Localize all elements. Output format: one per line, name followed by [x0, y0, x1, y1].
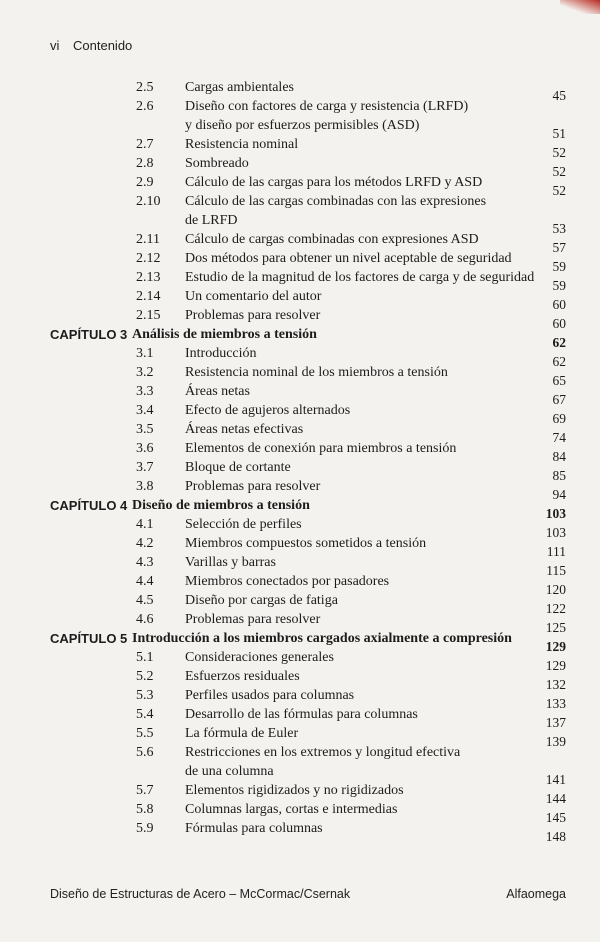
toc-entry[interactable]	[0, 686, 600, 711]
chapter-label: CAPÍTULO 4	[50, 498, 128, 513]
section-number: 2.12	[136, 251, 161, 266]
chapter-title: Introducción a los miembros cargados axialmente a compresión	[132, 631, 512, 646]
toc-entry[interactable]	[0, 724, 600, 749]
section-title: Diseño por cargas de fatiga	[185, 593, 338, 608]
section-title: Selección de perfiles	[185, 517, 302, 532]
running-footer	[50, 887, 566, 901]
page-number: 62	[552, 354, 566, 369]
section-number: 3.3	[136, 384, 154, 399]
toc-entry[interactable]	[0, 648, 600, 673]
section-title: Diseño con factores de carga y resistencia (LRFD)	[185, 99, 469, 114]
page-number: 120	[545, 582, 566, 597]
page-number: 129	[545, 658, 566, 673]
section-title: Efecto de agujeros alternados	[185, 403, 351, 418]
section-title: Columnas largas, cortas e intermedias	[185, 802, 398, 817]
section-number: 5.5	[136, 726, 154, 741]
page-number: 60	[552, 316, 566, 331]
section-title: de LRFD	[185, 213, 238, 228]
section-number: 3.1	[136, 346, 154, 361]
toc-entry[interactable]	[0, 97, 600, 116]
section-number: 3.4	[136, 403, 154, 418]
section-title: Un comentario del autor	[185, 289, 322, 304]
toc-entry[interactable]	[0, 439, 600, 464]
section-title: Miembros conectados por pasadores	[185, 574, 390, 589]
toc-entry[interactable]	[0, 344, 600, 369]
section-title: Cargas ambientales	[185, 80, 294, 95]
section-number: 3.6	[136, 441, 154, 456]
section-title: Problemas para resolver	[185, 308, 321, 323]
section-number: 5.6	[136, 745, 154, 760]
header-title: Contenido	[73, 38, 133, 53]
page-number: 137	[545, 715, 566, 730]
page-number: 125	[545, 620, 566, 635]
toc-entry[interactable]	[0, 705, 600, 730]
section-title: Problemas para resolver	[185, 479, 321, 494]
page-number: 45	[552, 88, 566, 103]
toc-entry[interactable]	[0, 591, 600, 616]
toc-entry[interactable]	[0, 743, 600, 762]
toc-entry[interactable]	[0, 477, 600, 502]
page-number: 59	[552, 259, 566, 274]
section-title: Áreas netas	[185, 384, 250, 399]
page-number: 141	[545, 772, 566, 787]
page-number: 84	[552, 449, 566, 464]
section-number: 4.1	[136, 517, 154, 532]
toc-entry[interactable]	[0, 781, 600, 806]
section-title: Dos métodos para obtener un nivel aceptable de seguridad	[185, 251, 512, 266]
toc-entry[interactable]	[0, 287, 600, 312]
toc-entry[interactable]	[0, 458, 600, 483]
page-number: 57	[552, 240, 566, 255]
section-title: Resistencia nominal de los miembros a tensión	[185, 365, 448, 380]
page-number: 69	[552, 411, 566, 426]
section-title: Sombreado	[185, 156, 249, 171]
page-number: 103	[545, 525, 566, 540]
section-number: 2.7	[136, 137, 154, 152]
section-title: Elementos rigidizados y no rigidizados	[185, 783, 404, 798]
page-number: 62	[552, 335, 566, 350]
toc-entry[interactable]	[0, 382, 600, 407]
page-number: 133	[545, 696, 566, 711]
section-title: Introducción	[185, 346, 257, 361]
toc-entry[interactable]	[0, 211, 600, 236]
section-number: 2.9	[136, 175, 154, 190]
page-number: 129	[545, 639, 566, 654]
page-number: 53	[552, 221, 566, 236]
section-number: 5.2	[136, 669, 154, 684]
section-number: 4.3	[136, 555, 154, 570]
section-title: Desarrollo de las fórmulas para columnas	[185, 707, 418, 722]
page-number: 103	[545, 506, 566, 521]
chapter-title: Diseño de miembros a tensión	[132, 498, 310, 513]
chapter-row[interactable]	[0, 325, 600, 350]
section-number: 5.7	[136, 783, 154, 798]
toc-entry[interactable]	[0, 116, 600, 141]
section-number: 3.2	[136, 365, 154, 380]
chapter-row[interactable]	[0, 629, 600, 654]
page-number: 144	[545, 791, 566, 806]
chapter-title: Análisis de miembros a tensión	[132, 327, 317, 342]
toc-entry[interactable]	[0, 534, 600, 559]
toc-entry[interactable]	[0, 572, 600, 597]
page-number: 122	[545, 601, 566, 616]
section-title: Cálculo de las cargas combinadas con las expresiones	[185, 194, 487, 209]
toc-entry[interactable]	[0, 401, 600, 426]
toc-entry[interactable]	[0, 420, 600, 445]
toc-entry[interactable]	[0, 363, 600, 388]
section-number: 2.13	[136, 270, 161, 285]
header-page-number: vi	[50, 38, 60, 53]
page-number: 52	[552, 145, 566, 160]
toc-entry[interactable]	[0, 515, 600, 540]
page-number: 94	[552, 487, 566, 502]
chapter-label: CAPÍTULO 3	[50, 327, 128, 342]
toc-entry[interactable]	[0, 135, 600, 160]
page-number: 139	[545, 734, 566, 749]
section-number: 4.4	[136, 574, 154, 589]
page-number: 51	[552, 126, 566, 141]
page-number: 111	[546, 544, 566, 559]
page-number: 132	[545, 677, 566, 692]
footer-publisher: Alfaomega	[506, 887, 566, 901]
section-title: y diseño por esfuerzos permisibles (ASD)	[185, 118, 420, 133]
page-corner-mark	[560, 0, 600, 14]
section-title: La fórmula de Euler	[185, 726, 299, 741]
section-number: 3.5	[136, 422, 154, 437]
chapter-label: CAPÍTULO 5	[50, 631, 128, 646]
section-title: Fórmulas para columnas	[185, 821, 323, 836]
table-of-contents	[0, 78, 600, 844]
section-title: Problemas para resolver	[185, 612, 321, 627]
section-title: Restricciones en los extremos y longitud efectiva	[185, 745, 461, 760]
section-number: 5.1	[136, 650, 154, 665]
toc-entry[interactable]	[0, 306, 600, 331]
toc-entry[interactable]	[0, 667, 600, 692]
section-number: 2.10	[136, 194, 161, 209]
section-title: Cálculo de cargas combinadas con expresiones ASD	[185, 232, 479, 247]
page-number: 85	[552, 468, 566, 483]
toc-entry[interactable]	[0, 800, 600, 825]
page-number: 65	[552, 373, 566, 388]
section-number: 4.5	[136, 593, 154, 608]
section-number: 3.8	[136, 479, 154, 494]
toc-entry[interactable]	[0, 230, 600, 255]
section-title: Varillas y barras	[185, 555, 276, 570]
section-number: 4.2	[136, 536, 154, 551]
page-number: 74	[552, 430, 566, 445]
chapter-row[interactable]	[0, 496, 600, 521]
toc-entry[interactable]	[0, 610, 600, 635]
section-number: 3.7	[136, 460, 154, 475]
section-title: Esfuerzos residuales	[185, 669, 300, 684]
page-number: 59	[552, 278, 566, 293]
page-number: 52	[552, 183, 566, 198]
running-header	[50, 38, 132, 53]
section-title: Áreas netas efectivas	[185, 422, 304, 437]
section-title: Elementos de conexión para miembros a tensión	[185, 441, 457, 456]
toc-entry[interactable]	[0, 78, 600, 103]
section-number: 2.8	[136, 156, 154, 171]
page-number: 52	[552, 164, 566, 179]
toc-entry[interactable]	[0, 819, 600, 844]
section-title: Cálculo de las cargas para los métodos LRFD y ASD	[185, 175, 483, 190]
section-number: 2.15	[136, 308, 161, 323]
section-title: Estudio de la magnitud de los factores de carga y de seguridad	[185, 270, 535, 285]
footer-book-title: Diseño de Estructuras de Acero – McCormac/Csernak	[50, 887, 351, 901]
page-number: 67	[552, 392, 566, 407]
toc-entry[interactable]	[0, 553, 600, 578]
section-title: Perfiles usados para columnas	[185, 688, 355, 703]
section-number: 5.9	[136, 821, 154, 836]
section-number: 4.6	[136, 612, 154, 627]
page-number: 60	[552, 297, 566, 312]
page-number: 148	[545, 829, 566, 844]
toc-entry[interactable]	[0, 268, 600, 293]
section-title: de una columna	[185, 764, 274, 779]
page-number: 145	[545, 810, 566, 825]
section-title: Bloque de cortante	[185, 460, 291, 475]
section-number: 2.11	[136, 232, 160, 247]
section-number: 2.14	[136, 289, 161, 304]
section-number: 5.4	[136, 707, 154, 722]
toc-entry[interactable]	[0, 762, 600, 787]
section-number: 2.6	[136, 99, 154, 114]
toc-entry[interactable]	[0, 154, 600, 179]
section-title: Consideraciones generales	[185, 650, 334, 665]
section-title: Resistencia nominal	[185, 137, 299, 152]
toc-entry[interactable]	[0, 192, 600, 211]
section-number: 5.3	[136, 688, 154, 703]
section-number: 2.5	[136, 80, 154, 95]
page-number: 115	[546, 563, 566, 578]
section-number: 5.8	[136, 802, 154, 817]
toc-entry[interactable]	[0, 173, 600, 198]
toc-entry[interactable]	[0, 249, 600, 274]
section-title: Miembros compuestos sometidos a tensión	[185, 536, 427, 551]
